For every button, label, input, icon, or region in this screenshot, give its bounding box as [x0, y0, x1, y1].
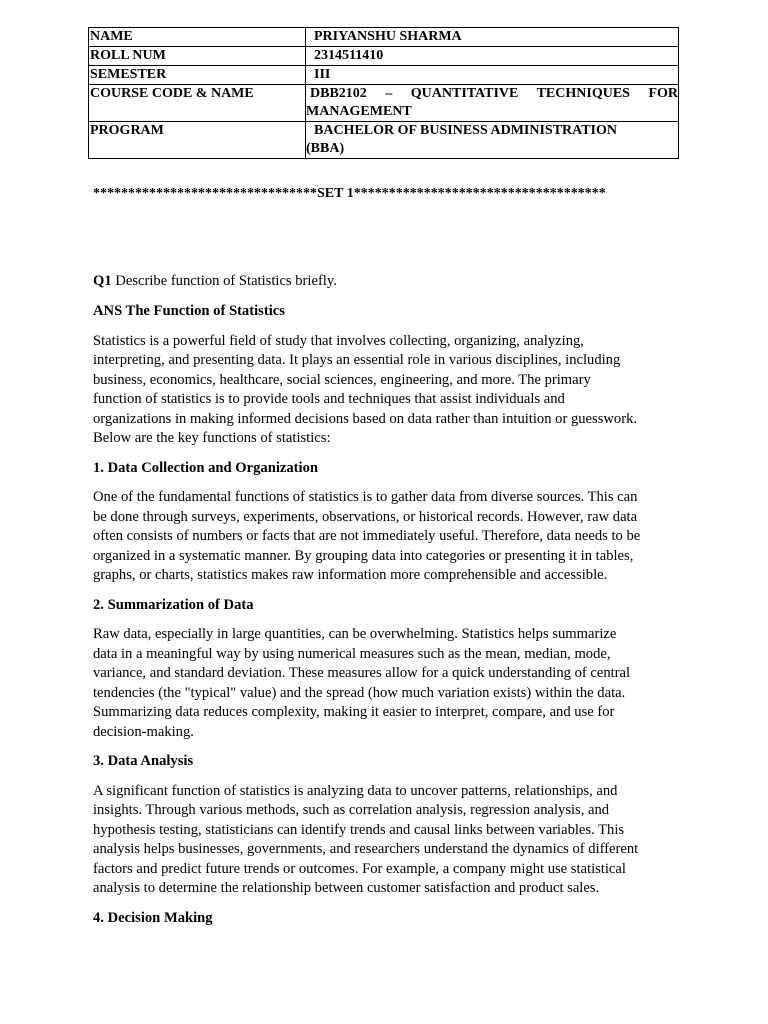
- program-label: PROGRAM: [89, 122, 306, 159]
- set-heading: ********************************SET 1************************************: [93, 186, 606, 201]
- section-1-paragraph: [93, 488, 676, 586]
- course-label: COURSE CODE & NAME: [89, 85, 306, 122]
- section-3-line: analysis helps businesses, governments, and researchers understand the dynamics of different: [93, 841, 639, 858]
- section-2-line: Raw data, especially in large quantities, can be overwhelming. Statistics helps summarize: [93, 626, 617, 643]
- section-3-line: factors and predict future trends or outcomes. For example, a company might use statistical: [93, 860, 626, 877]
- name-label: NAME: [89, 28, 306, 47]
- course-value-line1: DBB2102 – QUANTITATIVE TECHNIQUES FOR: [310, 86, 678, 101]
- program-value-cell: [306, 122, 679, 159]
- section-1-line: organized in a systematic manner. By grouping data into categories or presenting it in tables,: [93, 547, 634, 564]
- roll-value-cell: [306, 47, 679, 66]
- section-2-heading: 2. Summarization of Data: [93, 596, 254, 613]
- student-info-table: [88, 27, 679, 159]
- section-1-heading: 1. Data Collection and Organization: [93, 459, 318, 476]
- semester-value-cell: [306, 66, 679, 85]
- course-value-cell: [306, 85, 679, 122]
- program-value-line2: (BBA): [306, 141, 345, 156]
- section-3-line: A significant function of statistics is analyzing data to uncover patterns, relationships, and: [93, 782, 618, 799]
- program-value-line1: BACHELOR OF BUSINESS ADMINISTRATION: [314, 123, 618, 138]
- question-text: Describe function of Statistics briefly.: [115, 273, 337, 289]
- roll-label: ROLL NUM: [89, 47, 306, 66]
- section-2-line: data in a meaningful way by using numerical measures such as the mean, median, mode,: [93, 645, 611, 662]
- section-3-line: hypothesis testing, statisticians can identify trends and causal links between variables. This: [93, 821, 625, 838]
- section-1-line: One of the fundamental functions of statistics is to gather data from diverse sources. This can: [93, 489, 638, 506]
- document-body: [93, 272, 676, 928]
- intro-line: business, economics, healthcare, social sciences, engineering, and more. The primary: [93, 371, 591, 388]
- section-1-line: be done through surveys, experiments, observations, or historical records. However, raw data: [93, 508, 638, 525]
- section-1-line: often consists of numbers or facts that are not immediately useful. Therefore, data needs to be: [93, 528, 641, 545]
- semester-value: III: [314, 67, 331, 82]
- name-value: PRIYANSHU SHARMA: [314, 29, 462, 44]
- intro-line: Statistics is a powerful field of study that involves collecting, organizing, analyzing,: [93, 332, 584, 349]
- section-3-line: analysis to determine the relationship between customer satisfaction and product sales.: [93, 880, 600, 897]
- section-2-line: variance, and standard deviation. These measures allow for a quick understanding of central: [93, 665, 631, 682]
- intro-line: Below are the key functions of statistics:: [93, 430, 331, 447]
- semester-row: [89, 66, 679, 85]
- section-4-heading: 4. Decision Making: [93, 909, 213, 926]
- name-value-cell: [306, 28, 679, 47]
- intro-line: function of statistics is to provide tools and techniques that assist individuals and: [93, 391, 565, 408]
- intro-line: organizations in making informed decisions based on data rather than intuition or guesswork.: [93, 410, 638, 427]
- course-value-line2: MANAGEMENT: [306, 104, 412, 119]
- question-line: [93, 272, 676, 292]
- roll-row: [89, 47, 679, 66]
- section-2-line: tendencies (the "typical" value) and the spread (how much variation exists) within the data.: [93, 684, 626, 701]
- section-2-line: Summarizing data reduces complexity, making it easier to interpret, compare, and use for: [93, 704, 615, 721]
- intro-line: interpreting, and presenting data. It plays an essential role in various disciplines, including: [93, 352, 621, 369]
- semester-label: SEMESTER: [89, 66, 306, 85]
- course-row: [89, 85, 679, 122]
- section-2-line: decision-making.: [93, 723, 194, 740]
- answer-heading: ANS The Function of Statistics: [93, 302, 285, 319]
- section-3-paragraph: [93, 782, 676, 899]
- section-1-line: graphs, or charts, statistics makes raw information more comprehensible and accessible.: [93, 567, 608, 584]
- question-label: Q1: [93, 273, 112, 289]
- intro-paragraph: [93, 332, 676, 449]
- name-row: [89, 28, 679, 47]
- section-3-line: insights. Through various methods, such as correlation analysis, regression analysis, and: [93, 802, 610, 819]
- program-row: [89, 122, 679, 159]
- roll-value: 2314511410: [314, 48, 384, 63]
- section-2-paragraph: [93, 625, 676, 742]
- section-3-heading: 3. Data Analysis: [93, 753, 194, 770]
